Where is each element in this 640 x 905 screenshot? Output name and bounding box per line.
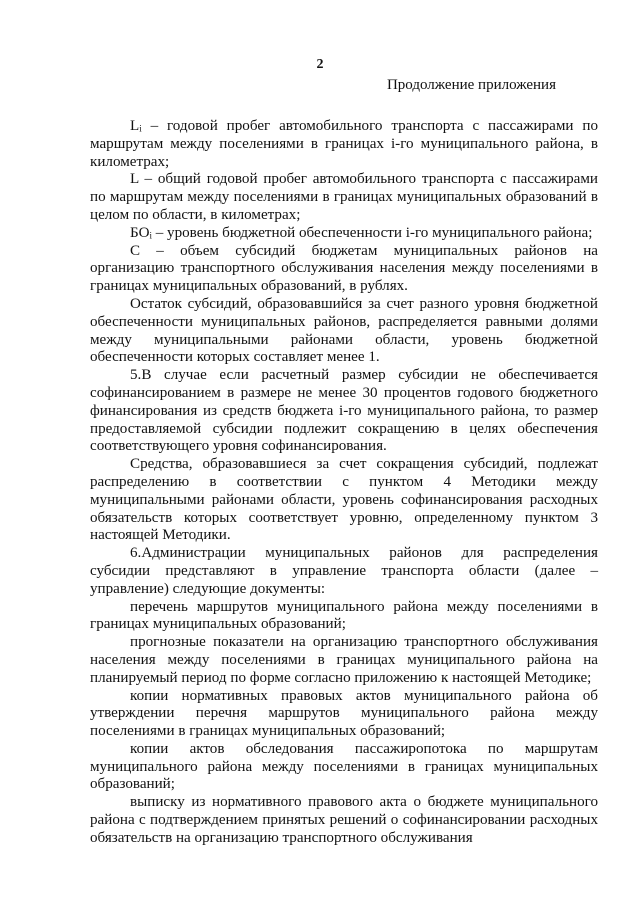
paragraph-item-5: 5.В случае если расчетный размер субсидии не обеспечивается софинансированием в размере не менее 30 процентов годового бюджетного финансирования из средств бюджета i-го муниципального района, то размер предоставляемой субсидии подлежит сокращению в целях обеспечения соответствующего уровня софинансирования.: [90, 367, 598, 455]
paragraph-l-definition: L – общий годовой пробег автомобильного транспорта с пассажирами по маршрутам между поселениями в границах муниципальных образований в целом по области, в километрах;: [90, 171, 598, 223]
paragraph-item-6: 6.Администрации муниципальных районов для распределения субсидии представляют в управление транспорта области (далее – управление) следующие документы:: [90, 545, 598, 597]
list-item-survey-acts: копии актов обследования пассажиропотока по маршрутам муниципального района между поселениями в границах муниципальных образований;: [90, 740, 598, 793]
list-item-legal-acts: копии нормативных правовых актов муниципального района об утверждении перечня маршрутов муниципального района между поселениями в границах муниципальных образований;: [90, 687, 598, 740]
paragraph-li-definition: Lᵢ – годовой пробег автомобильного транспорта с пассажирами по маршрутам между поселениями в границах i-го муниципального района, в километрах;: [90, 118, 598, 170]
list-item-budget-extract: выписку из нормативного правового акта о бюджете муниципального района с подтверждением принятых решений о софинансировании расходных обязательств на организацию транспортного обслуживания: [90, 794, 598, 846]
paragraph-c-definition: С – объем субсидий бюджетам муниципальных районов на организацию транспортного обслуживания населения между поселениями в границах муниципальных образований, в рублях.: [90, 242, 598, 295]
continuation-label: Продолжение приложения: [386, 77, 556, 93]
list-item-forecast: прогнозные показатели на организацию транспортного обслуживания населения между поселениями в границах муниципального района на планируемый период по форме согласно приложению к настоящей Методике;: [90, 634, 598, 686]
paragraph-redistribution: Средства, образовавшиеся за счет сокращения субсидий, подлежат распределению в соответствии с пунктом 4 Методики между муниципальными районами области, уровень софинансирования расходных обязательств которых соответствует уровню, определенному пунктом 3 настоящей Методики.: [90, 456, 598, 544]
page-number: 2: [316, 57, 324, 72]
list-item-route-list: перечень маршрутов муниципального района между поселениями в границах муниципальных образований;: [90, 598, 598, 633]
paragraph-remainder: Остаток субсидий, образовавшийся за счет разного уровня бюджетной обеспеченности муниципальных районов, распределяется равными долями между муниципальными районами области, уровень бюджетной обеспеченности которых составляет менее 1.: [90, 295, 598, 366]
document-body: [90, 118, 598, 848]
paragraph-bo-definition: БОᵢ – уровень бюджетной обеспеченности i-го муниципального района;: [130, 224, 593, 241]
